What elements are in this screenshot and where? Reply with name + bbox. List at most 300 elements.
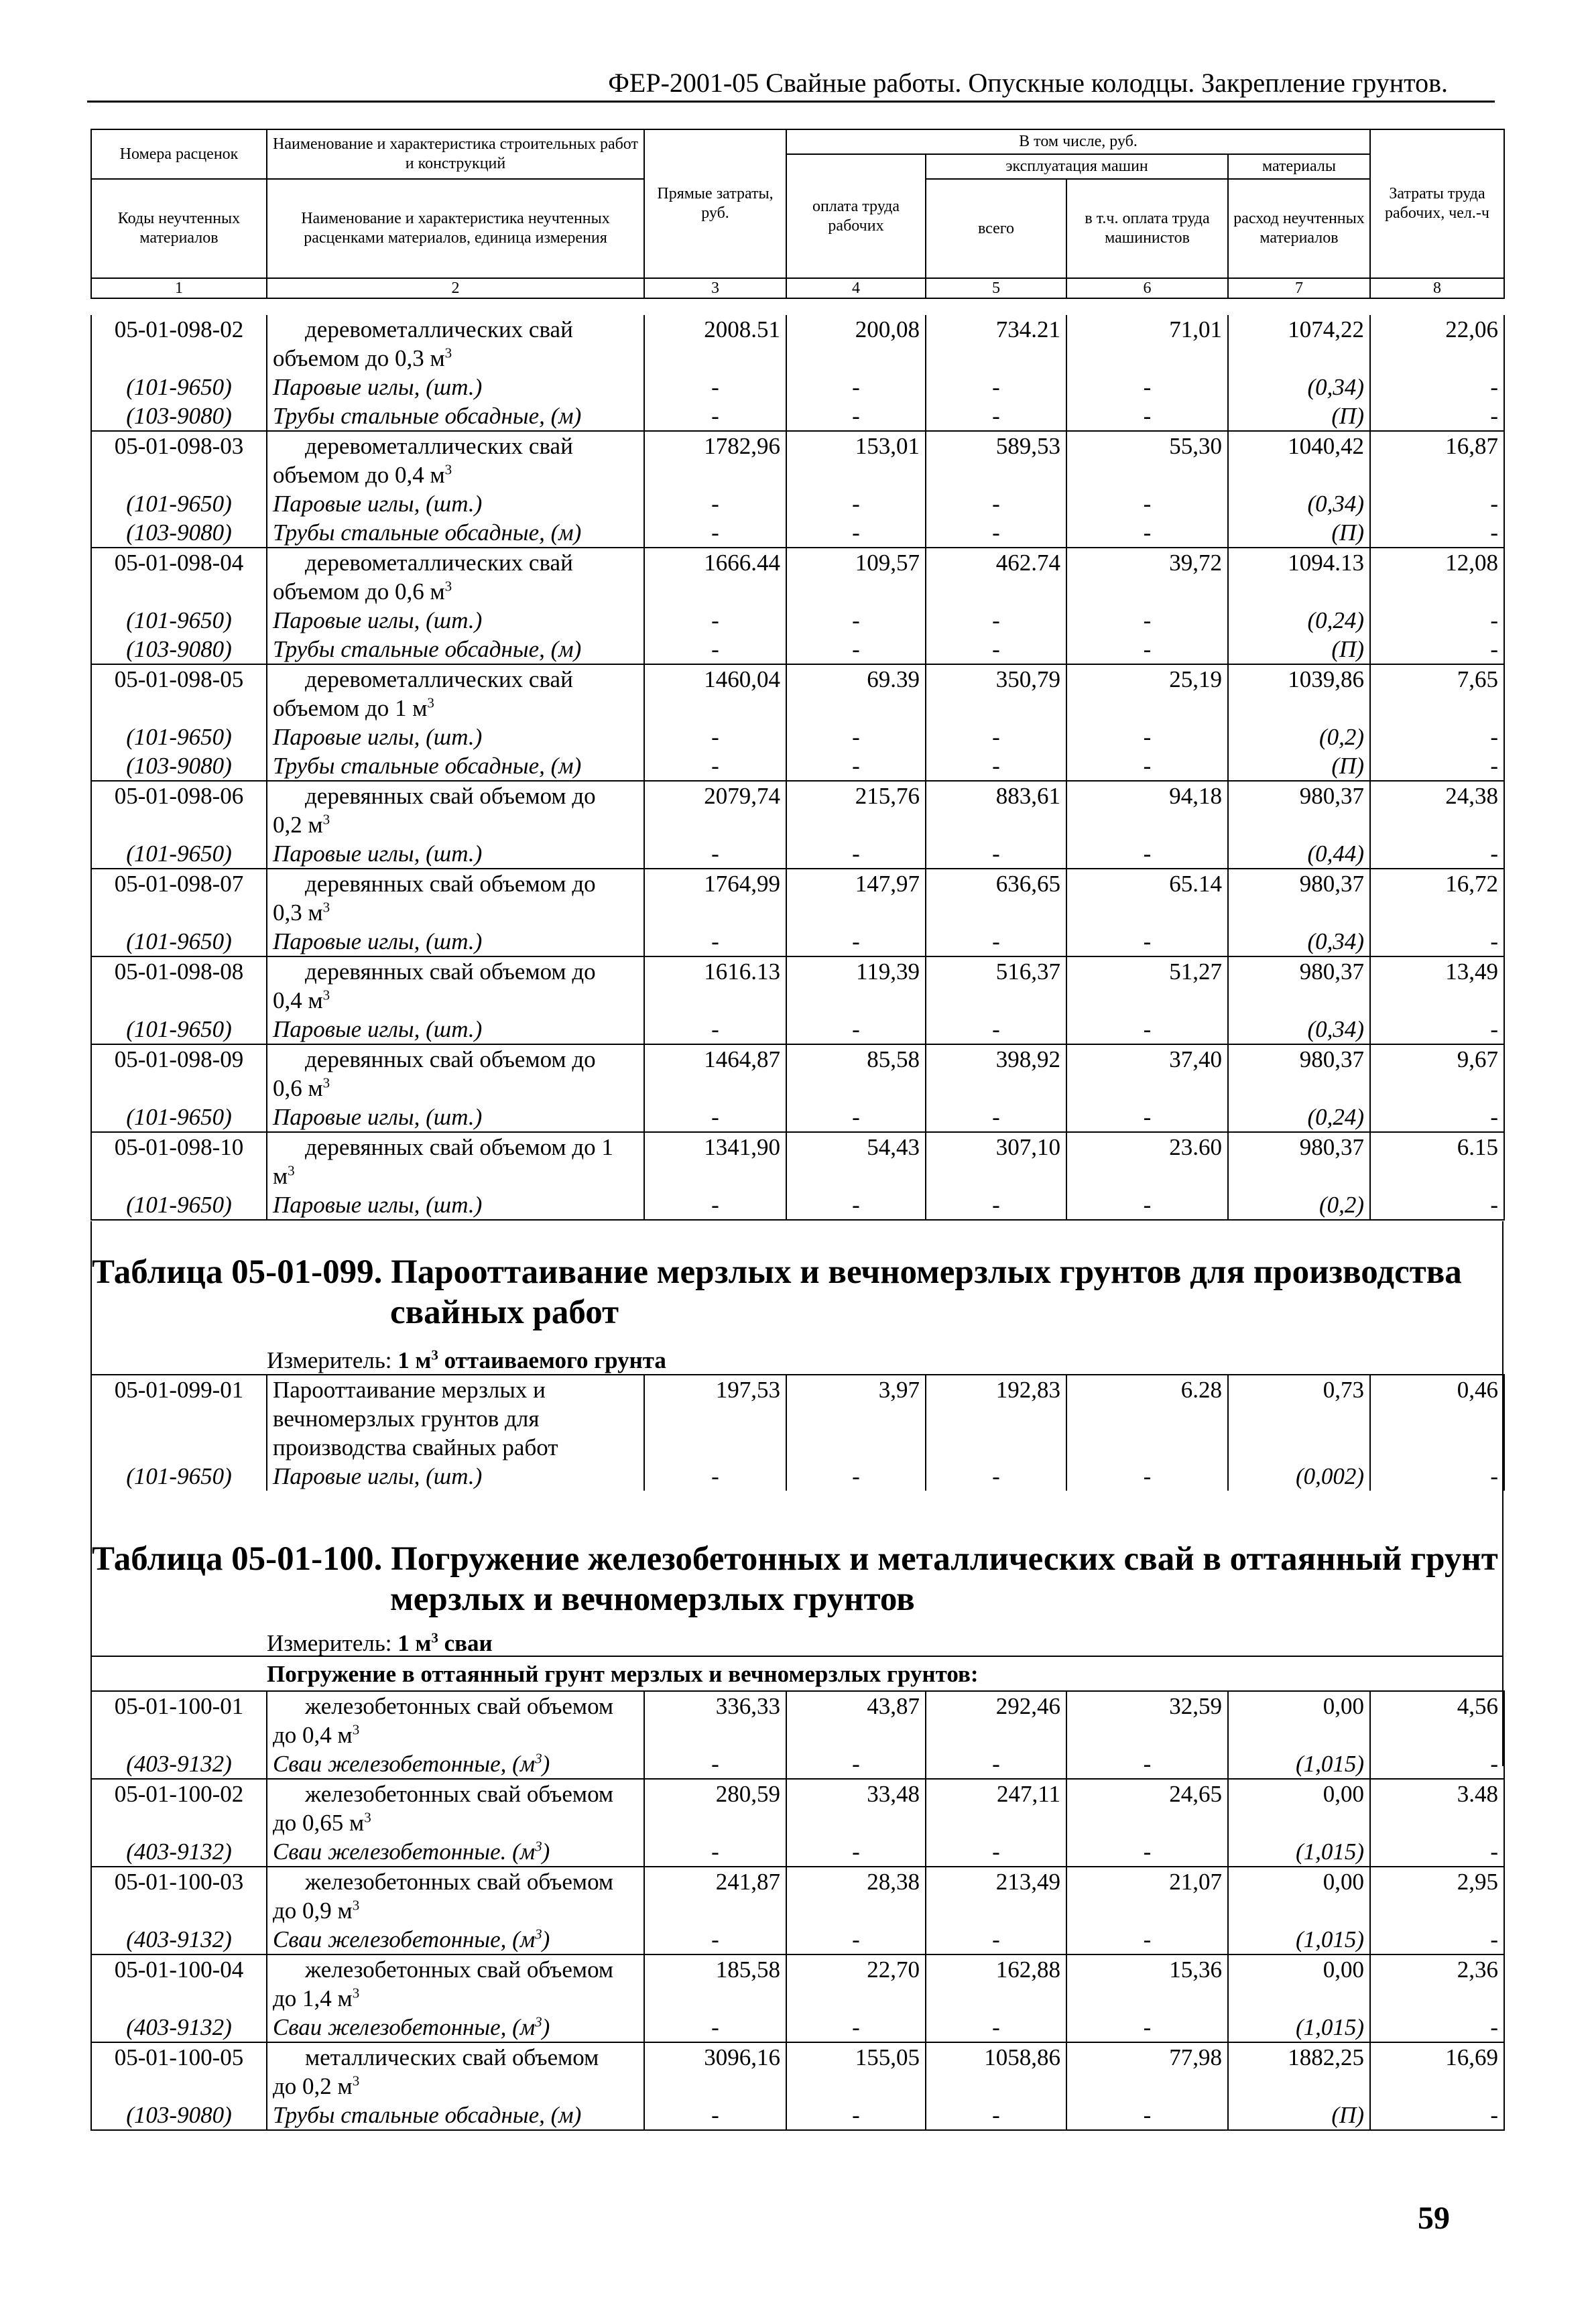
rate-code: 05-01-100-05: [91, 2042, 267, 2101]
material-row: [91, 1015, 1504, 1044]
material-consumption: (1,015): [1228, 2013, 1370, 2042]
material-name-text: Паровые иглы, (шт.): [273, 1016, 483, 1042]
table-row: [91, 1375, 1504, 1462]
materials: 0,00: [1228, 1779, 1370, 1837]
material-name: [267, 927, 644, 956]
operator-pay: 77,98: [1066, 2042, 1228, 2101]
materials: 980,37: [1228, 1132, 1370, 1190]
rate-code: 05-01-098-05: [91, 664, 267, 723]
work-name-volume: объемом до 0,6 м: [273, 578, 445, 605]
measure-rest: сваи: [438, 1630, 493, 1656]
labor-hours: -: [1370, 1462, 1504, 1491]
labor-hours: -: [1370, 635, 1504, 664]
machines-total: -: [926, 723, 1066, 751]
material-name: [267, 635, 644, 664]
work-name-line2: [273, 986, 638, 1015]
direct-costs: -: [644, 839, 786, 869]
materials: 1040,42: [1228, 431, 1370, 489]
worker-pay: -: [786, 723, 926, 751]
table-row: [91, 1954, 1504, 2013]
direct-costs: 280,59: [644, 1779, 786, 1837]
work-name-line1: деревянных свай объемом до 1: [305, 1134, 613, 1160]
cube-superscript: 3: [352, 2072, 360, 2089]
labor-hours: 6.15: [1370, 1132, 1504, 1190]
operator-pay: -: [1066, 401, 1228, 431]
materials: 980,37: [1228, 869, 1370, 927]
direct-costs: 1464,87: [644, 1044, 786, 1103]
material-name: [267, 373, 644, 401]
direct-costs: 241,87: [644, 1867, 786, 1925]
direct-costs: -: [644, 2101, 786, 2130]
material-name: Сваи железобетонные, $(м^3)$: [267, 2013, 644, 2042]
table-row: [91, 664, 1504, 723]
material-name: Сваи железобетонные, $(м^3)$: [267, 1749, 644, 1779]
work-name: [267, 664, 644, 723]
labor-hours: 3.48: [1370, 1779, 1504, 1837]
cube-superscript: 3: [444, 345, 452, 361]
labor-hours: -: [1370, 751, 1504, 781]
col-header-material-names: Наименование и характеристика неучтенных расценками материалов, единица измерения: [267, 179, 644, 278]
cube-superscript: 3: [535, 1750, 542, 1767]
cube-superscript: 3: [352, 1721, 360, 1738]
column-header-table: [90, 129, 1505, 299]
labor-hours: -: [1370, 2101, 1504, 2130]
rate-code: 05-01-098-10: [91, 1132, 267, 1190]
worker-pay: -: [786, 1837, 926, 1867]
machines-total: -: [926, 635, 1066, 664]
material-row: [91, 635, 1504, 664]
worker-pay: -: [786, 2013, 926, 2042]
cube-superscript: 3: [427, 694, 434, 711]
materials: 1074,22: [1228, 315, 1370, 373]
material-consumption: (0,24): [1228, 606, 1370, 635]
labor-hours: 0,46: [1370, 1375, 1504, 1462]
labor-hours: 7,65: [1370, 664, 1504, 723]
worker-pay: -: [786, 751, 926, 781]
work-name-volume: м: [273, 1163, 288, 1189]
labor-hours: -: [1370, 606, 1504, 635]
running-header: ФЕР-2001-05 Свайные работы. Опускные колодцы. Закрепление грунтов.: [608, 68, 1448, 98]
machines-total: 883,61: [926, 781, 1066, 839]
direct-costs: 1460,04: [644, 664, 786, 723]
operator-pay: -: [1066, 1462, 1228, 1491]
machines-total: 516,37: [926, 956, 1066, 1015]
work-name-line1: деревометаллических свай: [305, 316, 573, 343]
worker-pay: -: [786, 839, 926, 869]
work-name-line2: [273, 1984, 638, 2013]
operator-pay: 24,65: [1066, 1779, 1228, 1837]
work-name-volume: объемом до 0,3 м: [273, 345, 445, 371]
material-row: [91, 1925, 1504, 1954]
col-number-7: 7: [1228, 278, 1370, 298]
direct-costs: -: [644, 401, 786, 431]
machines-total: 213,49: [926, 1867, 1066, 1925]
worker-pay: 43,87: [786, 1691, 926, 1749]
work-name-volume: 0,2 м: [273, 812, 323, 838]
worker-pay: 28,38: [786, 1867, 926, 1925]
material-name: [267, 1015, 644, 1044]
worker-pay: -: [786, 518, 926, 548]
material-name-text: Паровые иглы, (шт.): [273, 491, 483, 517]
operator-pay: -: [1066, 373, 1228, 401]
material-code: (101-9650): [91, 1103, 267, 1132]
materials: 1882,25: [1228, 2042, 1370, 2101]
rate-code: 05-01-098-06: [91, 781, 267, 839]
cube-superscript: 3: [322, 899, 330, 916]
work-name-line2: вечномерзлых грунтов для: [273, 1406, 540, 1432]
table-row: [91, 315, 1504, 373]
work-name-line1: деревянных свай объемом до: [305, 871, 596, 897]
machines-total: 162,88: [926, 1954, 1066, 2013]
labor-hours: -: [1370, 1837, 1504, 1867]
machines-total: -: [926, 1190, 1066, 1220]
work-name-line3: производства свайных работ: [273, 1434, 558, 1461]
work-name-line2: [273, 1896, 638, 1925]
material-row: [91, 927, 1504, 956]
machines-total: -: [926, 2013, 1066, 2042]
work-name-line1: железобетонных свай объемом: [305, 1956, 614, 1983]
material-code: (403-9132): [91, 2013, 267, 2042]
work-name-volume: до 0,65 м: [273, 1810, 365, 1836]
worker-pay: 54,43: [786, 1132, 926, 1190]
machines-total: -: [926, 927, 1066, 956]
cube-superscript: 3: [364, 1809, 371, 1826]
labor-hours: 13,49: [1370, 956, 1504, 1015]
work-name-line2: [273, 1162, 638, 1190]
material-name-text: Паровые иглы, (шт.): [273, 724, 483, 750]
material-code: (101-9650): [91, 606, 267, 635]
machines-total: 734.21: [926, 315, 1066, 373]
work-name-line2: [273, 2072, 638, 2101]
material-name-text: Паровые иглы, (шт.): [273, 1104, 483, 1130]
machines-total: -: [926, 1925, 1066, 1954]
page-number: 59: [1418, 2200, 1450, 2236]
material-row: [91, 518, 1504, 548]
rate-code: 05-01-100-02: [91, 1779, 267, 1837]
table-row: [91, 548, 1504, 606]
table-099-measure: [267, 1347, 666, 1374]
material-code: (101-9650): [91, 723, 267, 751]
labor-hours: 22,06: [1370, 315, 1504, 373]
material-row: [91, 373, 1504, 401]
material-row: [91, 489, 1504, 518]
direct-costs: -: [644, 373, 786, 401]
work-name: [267, 1867, 644, 1925]
cube-superscript: 3: [535, 1926, 542, 1942]
cube-superscript: 3: [322, 811, 330, 828]
material-row: [91, 1837, 1504, 1867]
material-code: (101-9650): [91, 927, 267, 956]
labor-hours: 2,36: [1370, 1954, 1504, 2013]
cube-superscript: 3: [322, 987, 330, 1003]
rates-table-098: [90, 315, 1505, 1221]
rate-code: 05-01-098-08: [91, 956, 267, 1015]
work-name-volume: 0,3 м: [273, 899, 323, 926]
work-name: [267, 1691, 644, 1749]
measure-rest: оттаиваемого грунта: [438, 1347, 666, 1373]
work-name: [267, 1954, 644, 2013]
labor-hours: -: [1370, 1015, 1504, 1044]
material-row: [91, 2101, 1504, 2130]
work-name-volume: до 1,4 м: [273, 1985, 353, 2011]
operator-pay: -: [1066, 927, 1228, 956]
material-row: [91, 606, 1504, 635]
col-header-materials: материалы: [1228, 154, 1370, 179]
operator-pay: -: [1066, 635, 1228, 664]
material-code: (403-9132): [91, 1749, 267, 1779]
direct-costs: 2079,74: [644, 781, 786, 839]
worker-pay: 22,70: [786, 1954, 926, 2013]
table-100-title-line1: Таблица 05-01-100. Погружение железобетонных и металлических свай в оттаянный грунт: [92, 1540, 1498, 1578]
table-row: [91, 431, 1504, 489]
machines-total: 350,79: [926, 664, 1066, 723]
material-consumption: (0,34): [1228, 489, 1370, 518]
work-name-volume: до 0,2 м: [273, 2073, 353, 2099]
material-name: [267, 751, 644, 781]
work-name-line1: деревометаллических свай: [305, 666, 573, 692]
operator-pay: 6.28: [1066, 1375, 1228, 1462]
cube-superscript: 3: [431, 1629, 438, 1646]
work-name: [267, 431, 644, 489]
col-header-labor-hours: Затраты труда рабочих, чел.-ч: [1370, 129, 1504, 278]
direct-costs: 197,53: [644, 1375, 786, 1462]
work-name-line1: железобетонных свай объемом: [305, 1781, 614, 1807]
work-name-volume: объемом до 1 м: [273, 695, 428, 721]
material-consumption: (0,002): [1228, 1462, 1370, 1491]
direct-costs: -: [644, 606, 786, 635]
work-name-line1: Паро​оттаивание мерзлых и: [273, 1377, 546, 1403]
labor-hours: 9,67: [1370, 1044, 1504, 1103]
material-name-text: Паровые иглы, (шт.): [273, 1192, 483, 1218]
material-consumption: (1,015): [1228, 1749, 1370, 1779]
machines-total: -: [926, 1462, 1066, 1491]
material-name: [267, 1190, 644, 1220]
work-name: [267, 956, 644, 1015]
direct-costs: 1782,96: [644, 431, 786, 489]
material-consumption: (П): [1228, 2101, 1370, 2130]
rates-table-100: [90, 1690, 1505, 2131]
col-number-8: 8: [1370, 278, 1504, 298]
direct-costs: -: [644, 2013, 786, 2042]
direct-costs: -: [644, 1190, 786, 1220]
labor-hours: 12,08: [1370, 548, 1504, 606]
table-099-title: [92, 1252, 1462, 1332]
labor-hours: 16,69: [1370, 2042, 1504, 2101]
material-row: [91, 751, 1504, 781]
material-code: (403-9132): [91, 1837, 267, 1867]
material-code: (101-9650): [91, 839, 267, 869]
labor-hours: 2,95: [1370, 1867, 1504, 1925]
worker-pay: 155,05: [786, 2042, 926, 2101]
material-name-text: Паровые иглы, (шт.): [273, 928, 483, 954]
machines-total: -: [926, 373, 1066, 401]
worker-pay: 85,58: [786, 1044, 926, 1103]
measure-label: Измеритель:: [267, 1347, 398, 1373]
work-name-volume: до 0,4 м: [273, 1722, 353, 1748]
material-code: (101-9650): [91, 489, 267, 518]
work-name-line2: [273, 344, 638, 373]
direct-costs: -: [644, 1462, 786, 1491]
materials: 0,00: [1228, 1954, 1370, 2013]
rate-code: 05-01-100-03: [91, 1867, 267, 1925]
col-header-worker-pay: оплата труда рабочих: [786, 154, 926, 278]
operator-pay: -: [1066, 1190, 1228, 1220]
cube-superscript: 3: [352, 1985, 360, 2001]
col-header-work-name: Наименование и характеристика строительных работ и конструкций: [267, 129, 644, 179]
machines-total: -: [926, 518, 1066, 548]
operator-pay: 32,59: [1066, 1691, 1228, 1749]
worker-pay: -: [786, 1462, 926, 1491]
operator-pay: -: [1066, 751, 1228, 781]
material-code: (101-9650): [91, 1462, 267, 1491]
operator-pay: -: [1066, 839, 1228, 869]
work-name-line2: [273, 577, 638, 606]
table-row: [91, 1779, 1504, 1837]
machines-total: -: [926, 751, 1066, 781]
material-name-text: Трубы стальные обсадные, (м): [273, 519, 582, 546]
worker-pay: 3,97: [786, 1375, 926, 1462]
material-name: [267, 518, 644, 548]
material-name-text: Паровые иглы, (шт.): [273, 607, 483, 633]
materials: 1094.13: [1228, 548, 1370, 606]
direct-costs: -: [644, 723, 786, 751]
worker-pay: -: [786, 1103, 926, 1132]
worker-pay: -: [786, 1925, 926, 1954]
worker-pay: 200,08: [786, 315, 926, 373]
worker-pay: -: [786, 2101, 926, 2130]
measure-rule: [90, 1656, 1503, 1657]
material-code: (101-9650): [91, 1190, 267, 1220]
cube-superscript: 3: [288, 1162, 295, 1179]
direct-costs: 1764,99: [644, 869, 786, 927]
machines-total: 247,11: [926, 1779, 1066, 1837]
material-name-text: Сваи железобетонные. (м: [273, 1839, 536, 1865]
worker-pay: -: [786, 401, 926, 431]
rates-table-099: [90, 1374, 1505, 1491]
material-consumption: (0,2): [1228, 1190, 1370, 1220]
labor-hours: 4,56: [1370, 1691, 1504, 1749]
work-name: [267, 548, 644, 606]
material-name: [267, 2101, 644, 2130]
direct-costs: -: [644, 1103, 786, 1132]
operator-pay: -: [1066, 606, 1228, 635]
rate-code: 05-01-098-04: [91, 548, 267, 606]
work-name-line1: деревянных свай объемом до: [305, 1046, 596, 1072]
rate-code: 05-01-100-01: [91, 1691, 267, 1749]
operator-pay: -: [1066, 723, 1228, 751]
operator-pay: -: [1066, 1925, 1228, 1954]
worker-pay: -: [786, 489, 926, 518]
materials: 980,37: [1228, 1044, 1370, 1103]
operator-pay: -: [1066, 1103, 1228, 1132]
col-number-2: 2: [267, 278, 644, 298]
material-name: Сваи железобетонные. $(м^3)$: [267, 1837, 644, 1867]
material-name-text: Трубы стальные обсадные, (м): [273, 636, 582, 662]
direct-costs: -: [644, 1749, 786, 1779]
material-name: [267, 401, 644, 431]
rate-code: 05-01-098-07: [91, 869, 267, 927]
cube-superscript: 3: [535, 2013, 542, 2030]
rate-code: 05-01-098-02: [91, 315, 267, 373]
material-name-text: Сваи железобетонные, (м: [273, 1751, 536, 1777]
rate-code: 05-01-099-01: [91, 1375, 267, 1462]
operator-pay: 51,27: [1066, 956, 1228, 1015]
material-row: [91, 839, 1504, 869]
operator-pay: -: [1066, 1015, 1228, 1044]
material-name: [267, 1103, 644, 1132]
materials: 980,37: [1228, 781, 1370, 839]
worker-pay: 33,48: [786, 1779, 926, 1837]
col-number-5: 5: [926, 278, 1066, 298]
direct-costs: -: [644, 635, 786, 664]
material-code: (101-9650): [91, 373, 267, 401]
cube-superscript: 3: [444, 578, 452, 595]
materials: 1039,86: [1228, 664, 1370, 723]
operator-pay: 15,36: [1066, 1954, 1228, 2013]
work-name-line1: деревометаллических свай: [305, 433, 573, 459]
table-099-title-line2: свайных работ: [390, 1294, 619, 1331]
operator-pay: 37,40: [1066, 1044, 1228, 1103]
labor-hours: -: [1370, 927, 1504, 956]
work-name-line2: [273, 460, 638, 489]
direct-costs: -: [644, 1925, 786, 1954]
machines-total: 192,83: [926, 1375, 1066, 1462]
materials: 0,00: [1228, 1867, 1370, 1925]
machines-total: -: [926, 839, 1066, 869]
header-rule: [87, 101, 1495, 103]
direct-costs: -: [644, 927, 786, 956]
table-100-measure: [267, 1630, 493, 1657]
table-row: [91, 1691, 1504, 1749]
material-name: [267, 839, 644, 869]
labor-hours: -: [1370, 2013, 1504, 2042]
operator-pay: 23.60: [1066, 1132, 1228, 1190]
operator-pay: -: [1066, 489, 1228, 518]
worker-pay: -: [786, 1749, 926, 1779]
work-name-line1: деревянных свай объемом до: [305, 783, 596, 809]
worker-pay: 153,01: [786, 431, 926, 489]
worker-pay: -: [786, 606, 926, 635]
material-row: [91, 2013, 1504, 2042]
work-name-volume: 0,6 м: [273, 1075, 323, 1101]
direct-costs: 1341,90: [644, 1132, 786, 1190]
material-row: [91, 1462, 1504, 1491]
machines-total: -: [926, 489, 1066, 518]
operator-pay: 25,19: [1066, 664, 1228, 723]
col-header-material-codes: Коды неучтенных материалов: [91, 179, 267, 278]
cube-superscript: 3: [431, 1347, 438, 1363]
labor-hours: 24,38: [1370, 781, 1504, 839]
cube-superscript: 3: [352, 1897, 360, 1914]
col-number-4: 4: [786, 278, 926, 298]
direct-costs: -: [644, 489, 786, 518]
col-header-direct-costs: Прямые затраты, руб.: [644, 129, 786, 278]
work-name-line1: деревометаллических свай: [305, 550, 573, 576]
work-name-line2: [273, 1074, 638, 1103]
material-code: (103-9080): [91, 635, 267, 664]
material-consumption: (П): [1228, 635, 1370, 664]
operator-pay: -: [1066, 1749, 1228, 1779]
material-consumption: (0,34): [1228, 373, 1370, 401]
worker-pay: 215,76: [786, 781, 926, 839]
work-name-line1: деревянных свай объемом до: [305, 958, 596, 985]
operator-pay: -: [1066, 518, 1228, 548]
material-name: Паровые иглы, (шт.): [267, 1462, 644, 1491]
work-name: [267, 1044, 644, 1103]
material-code: (403-9132): [91, 1925, 267, 1954]
table-row: [91, 1867, 1504, 1925]
worker-pay: 147,97: [786, 869, 926, 927]
